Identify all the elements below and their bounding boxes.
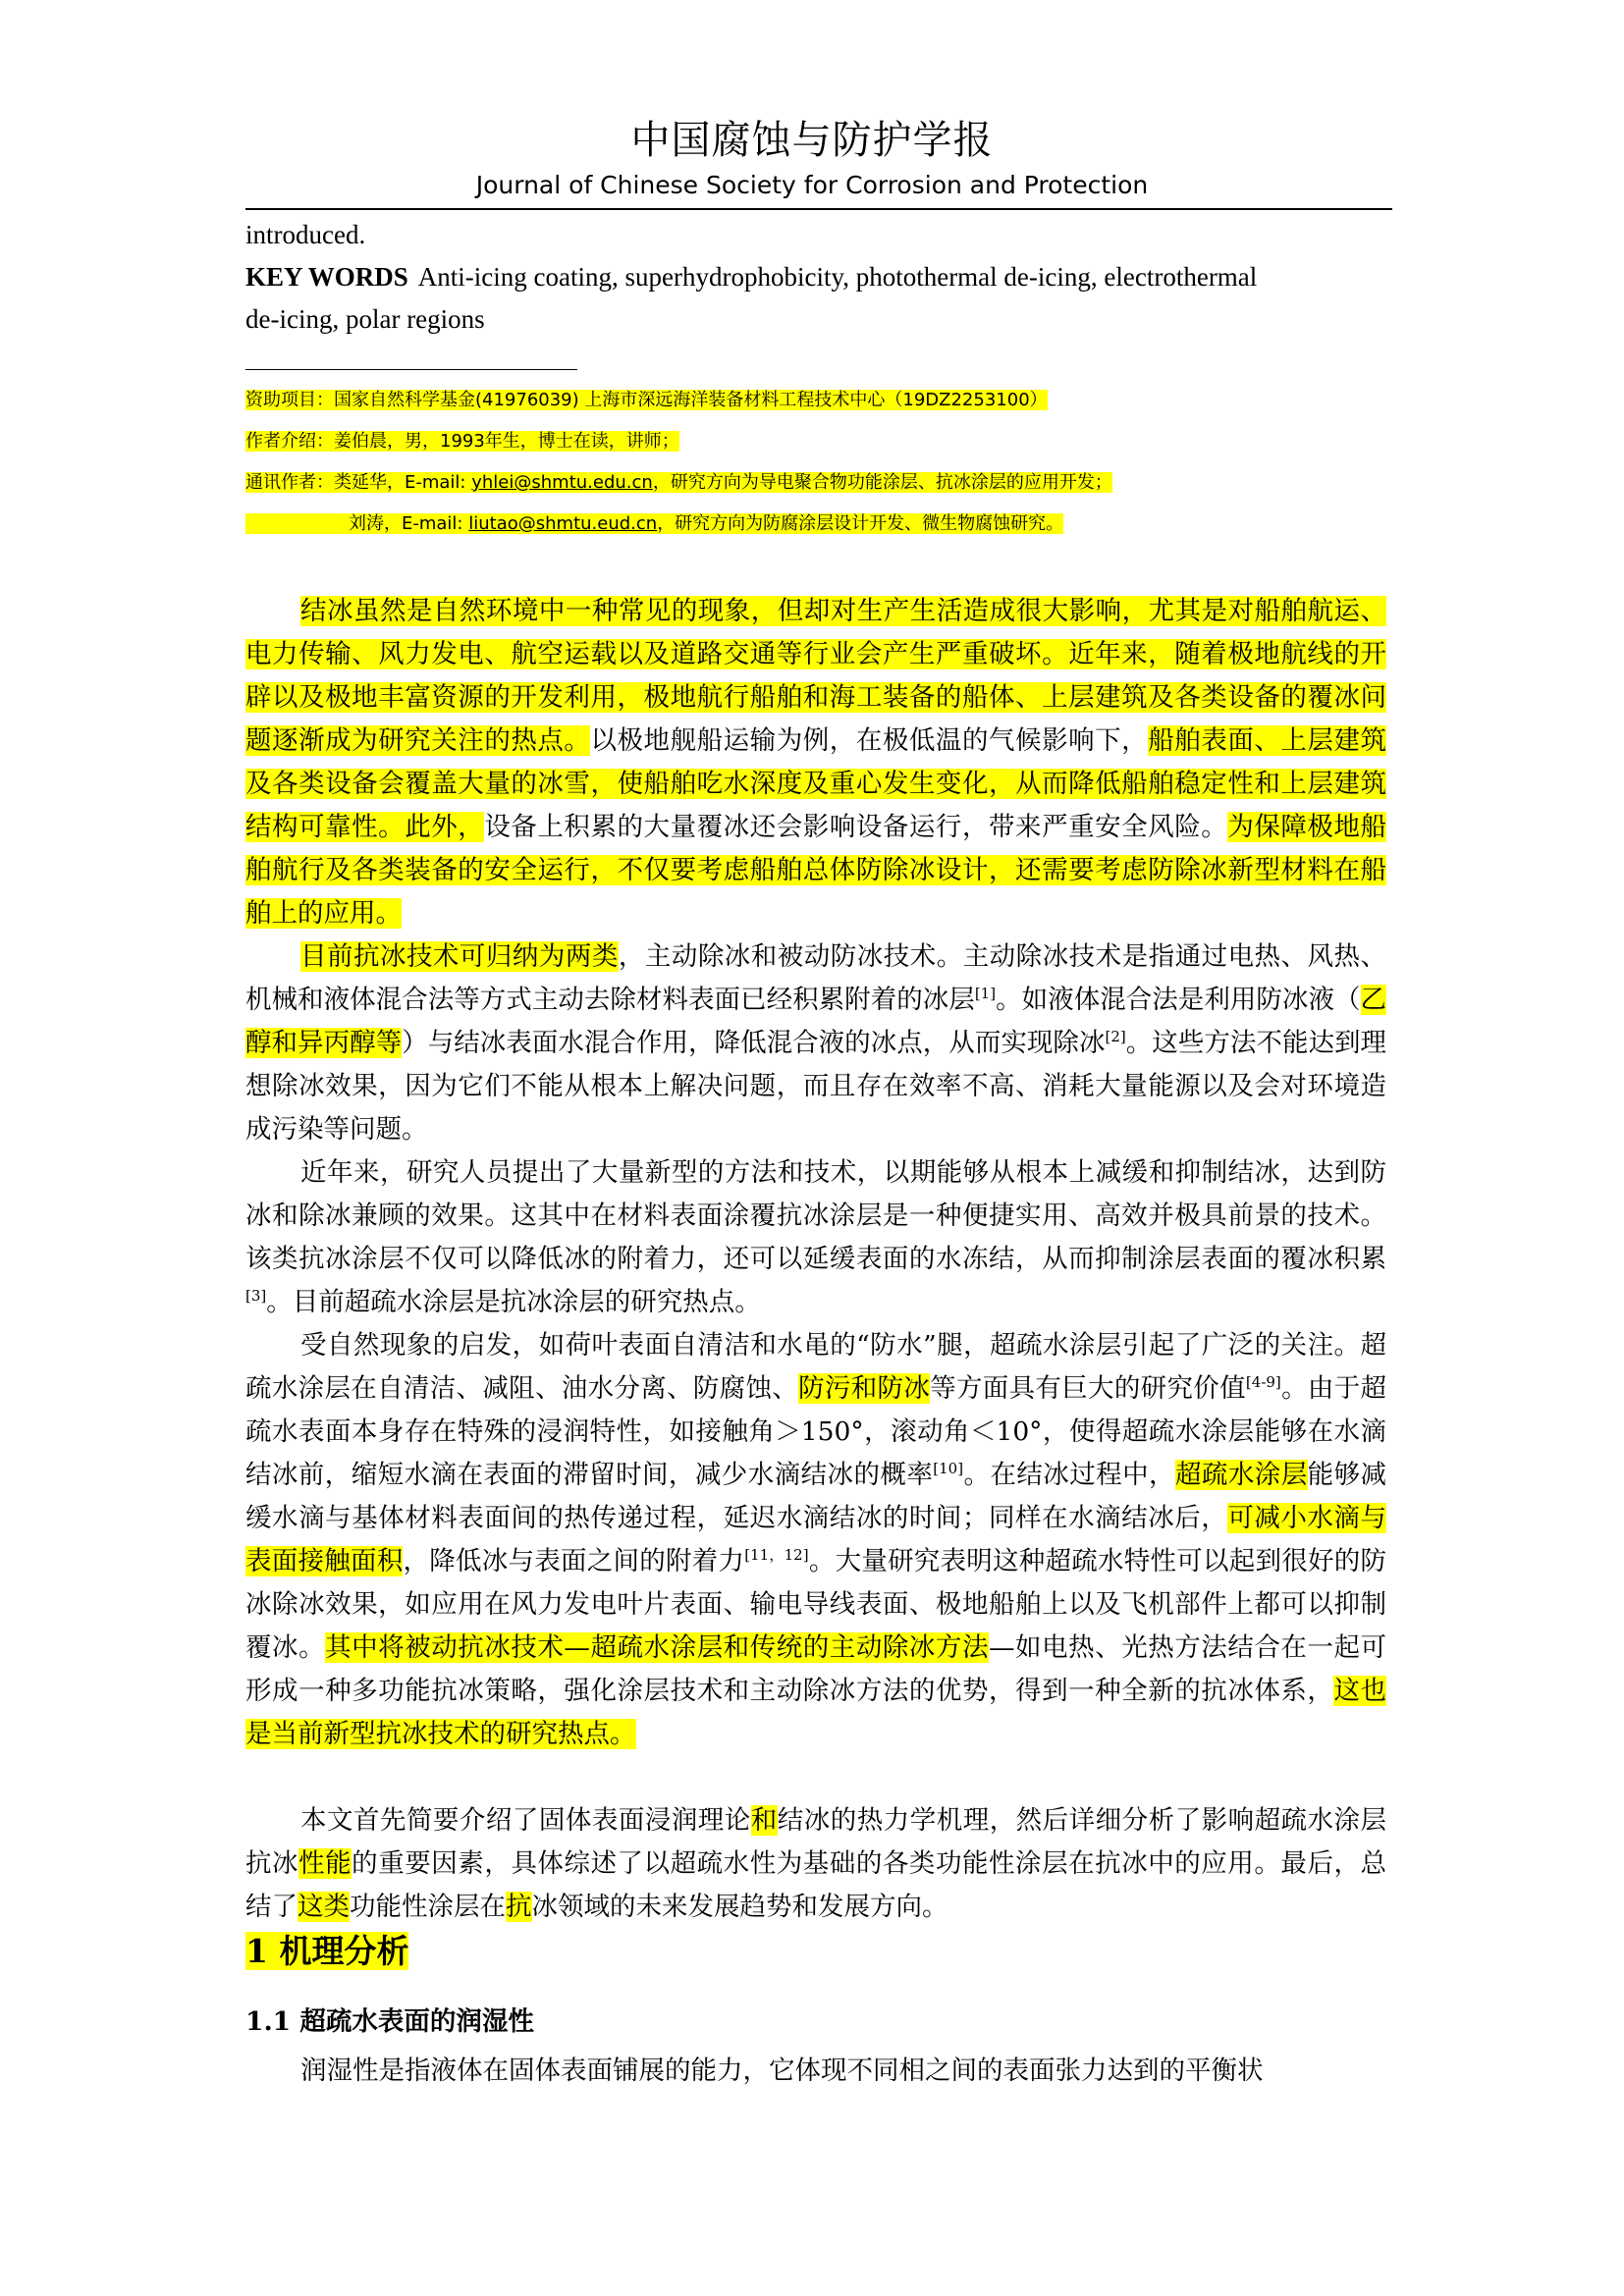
p5-highlight-b: 和 [750, 1805, 778, 1836]
p2-text-e: ）与结冰表面水混合作用，降低混合液的冰点，从而实现除冰 [402, 1028, 1106, 1058]
section-heading-text: 1 机理分析 [245, 1932, 409, 1970]
p1-highlight-c: 船舶表面、上层建筑及各类设备会覆盖大量的冰雪，使船舶吃水深度及重心发生变化，从而降低船舶稳定性和上层建筑结构可靠性。此外， [245, 725, 1387, 842]
p2-text-c: 。如液体混合法是利用防冰液（ [996, 985, 1361, 1015]
p4-text-l: —如电热、光热方法结合在一起可形成一种多功能抗冰策略，强化涂层技术和主动除冰方法的优势，得到一种全新的抗冰体系， [245, 1632, 1387, 1706]
p1-highlight-a: 结冰虽然是自然环境中一种常见的现象，但却对生产生活造成很大影响，尤其是对船舶航运、电力传输、风力发电、航空运载以及道路交通等行业会产生严重破坏。近年来，随着极地航线的开辟以及极地丰富资源的开发利用，极地航行船舶和海工装备的船体、上层建筑及各类设备的覆冰问题逐渐成为研究关注的热点。 [245, 596, 1386, 756]
p5-text-g: 功能性涂层在 [350, 1892, 506, 1922]
p4-text-d: 。由于超疏水表面本身存在特殊的浸润特性，如接触角＞150°，滚动角＜10°，使得超疏水涂层能够在水滴结冰前，缩短水滴在表面的滞留时间，减少水滴结冰的概率 [245, 1373, 1387, 1490]
author-intro-text: 作者介绍：姜伯晨，男，1993年生，博士在读，讲师； [245, 431, 679, 452]
corr2-suffix: ，研究方向为防腐涂层设计开发、微生物腐蚀研究。 [657, 513, 1064, 534]
section-heading [245, 1926, 408, 1977]
paragraph-3 [245, 1151, 1386, 1324]
p4-highlight-m: 这也是当前新型抗冰技术的研究热点。 [245, 1676, 1387, 1749]
p4-citation-3: [11，12] [744, 1546, 809, 1565]
subsection-heading: 1.1 超疏水表面的润湿性 [245, 2006, 534, 2037]
p5-text-c: 结冰的热力学机理，然后详细分析了影响超疏水涂层抗冰 [245, 1805, 1387, 1879]
p4-highlight-f: 超疏水涂层 [1174, 1460, 1308, 1490]
p4-text-c: 等方面具有巨大的研究价值 [930, 1373, 1246, 1404]
p4-text-e: 。在结冰过程中， [963, 1460, 1175, 1490]
paragraph-1 [245, 590, 1386, 935]
footnote-correspondence-1 [245, 468, 1112, 498]
footnote-author [245, 427, 679, 456]
p2-text-b: ，主动除冰和被动防冰技术。主动除冰技术是指通过电热、风热、机械和液体混合法等方式主动去除材料表面已经积累附着的冰层 [245, 941, 1387, 1015]
keywords-line-1 [245, 256, 1384, 298]
p4-text-j: 。大量研究表明这种超疏水特性可以起到很好的防冰除冰效果，如应用在风力发电叶片表面、输电导线表面、极地船舶上以及飞机部件上都可以抑制覆冰。 [245, 1546, 1387, 1663]
header-rule [245, 208, 1392, 210]
journal-title-en: Journal of Chinese Society for Corrosion and Protection [475, 171, 1149, 199]
keywords-line-2: de-icing, polar regions [245, 304, 485, 334]
p2-citation-1: [1] [974, 985, 997, 1003]
keywords-text-1: Anti-icing coating, superhydrophobicity, photothermal de-icing, electrothermal [417, 262, 1258, 292]
paragraph-2 [245, 935, 1386, 1151]
funding-text: 资助项目：国家自然科学基金(41976039) 上海市深远海洋装备材料工程技术中心（19DZ2253100） [245, 390, 1048, 410]
p2-highlight-d: 乙醇和异丙醇等 [245, 985, 1387, 1058]
p4-text-i: ，降低冰与表面之间的附着力 [403, 1546, 745, 1576]
p4-citation-2: [10] [933, 1460, 964, 1478]
corr1-prefix: 通讯作者：类延华，E-mail: [245, 472, 472, 493]
footnote-funding [245, 386, 1048, 415]
p4-highlight-k: 其中将被动抗冰技术—超疏水涂层和传统的主动除冰方法 [325, 1632, 990, 1663]
corr1-suffix: ，研究方向为导电聚合物功能涂层、抗冰涂层的应用开发； [652, 472, 1112, 493]
corr2-email-link[interactable]: liutao@shmtu.eud.cn [468, 513, 658, 534]
p3-text-a: 近年来，研究人员提出了大量新型的方法和技术，以期能够从根本上减缓和抑制结冰，达到防冰和除冰兼顾的效果。这其中在材料表面涂覆抗冰涂层是一种便捷实用、高效并极具前景的技术。该类抗冰涂层不仅可以降低冰的附着力，还可以延缓表面的水冻结，从而抑制涂层表面的覆冰积累 [245, 1157, 1386, 1274]
p5-text-e: 的重要因素，具体综述了以超疏水性为基础的各类功能性涂层在抗冰中的应用。最后，总结了 [245, 1848, 1387, 1922]
p1-highlight-e: 为保障极地船舶航行及各类装备的安全运行，不仅要考虑船舶总体防除冰设计，还需要考虑防除冰新型材料在船舶上的应用。 [245, 812, 1387, 929]
keywords-label: KEY WORDS [245, 262, 408, 292]
p1-text-b: 以极地舰船运输为例，在极低温的气候影响下， [590, 725, 1149, 756]
p3-text-b: 。目前超疏水涂层是抗冰涂层的研究热点。 [266, 1287, 761, 1317]
paragraph-6: 润湿性是指液体在固体表面铺展的能力，它体现不同相之间的表面张力达到的平衡状 [300, 2056, 1264, 2086]
p3-citation-1: [3] [245, 1287, 267, 1306]
abstract-tail: introduced. [245, 220, 366, 249]
p4-citation-1: [4-9] [1245, 1373, 1281, 1392]
p4-text-a: 受自然现象的启发，如荷叶表面自清洁和水黾的“防水”腿，超疏水涂层引起了广泛的关注。超疏水涂层在自清洁、减阻、油水分离、防腐蚀、 [245, 1330, 1386, 1404]
footnote-correspondence-2 [245, 509, 1063, 539]
p1-text-d: 设备上积累的大量覆冰还会影响设备运行，带来严重安全风险。 [484, 812, 1228, 842]
p2-text-f: 。这些方法不能达到理想除冰效果，因为它们不能从根本上解决问题，而且存在效率不高、消耗大量能源以及会对环境造成污染等问题。 [245, 1028, 1387, 1145]
p5-highlight-d: 性能 [298, 1848, 352, 1879]
p4-text-g: 能够减缓水滴与基体材料表面间的热传递过程，延迟水滴结冰的时间；同样在水滴结冰后， [245, 1460, 1387, 1533]
footnote-rule [245, 369, 577, 370]
p4-highlight-b: 防污和防冰 [798, 1373, 931, 1404]
p5-text-a: 本文首先简要介绍了固体表面浸润理论 [300, 1805, 751, 1836]
p5-highlight-h: 抗 [506, 1892, 532, 1922]
corr1-email-link[interactable]: yhlei@shmtu.edu.cn [471, 472, 653, 493]
paragraph-5 [245, 1799, 1386, 1929]
paragraph-4 [245, 1324, 1386, 1756]
p5-highlight-f: 这类 [298, 1892, 350, 1922]
journal-title-cn: 中国腐蚀与防护学报 [630, 118, 994, 163]
p4-highlight-h: 可减小水滴与表面接触面积 [245, 1503, 1387, 1576]
corr2-prefix: 刘涛，E-mail: [349, 513, 469, 534]
p5-text-i: 冰领域的未来发展趋势和发展方向。 [531, 1892, 948, 1922]
p2-citation-2: [2] [1105, 1028, 1126, 1046]
p2-highlight-a: 目前抗冰技术可归纳为两类 [300, 941, 619, 972]
